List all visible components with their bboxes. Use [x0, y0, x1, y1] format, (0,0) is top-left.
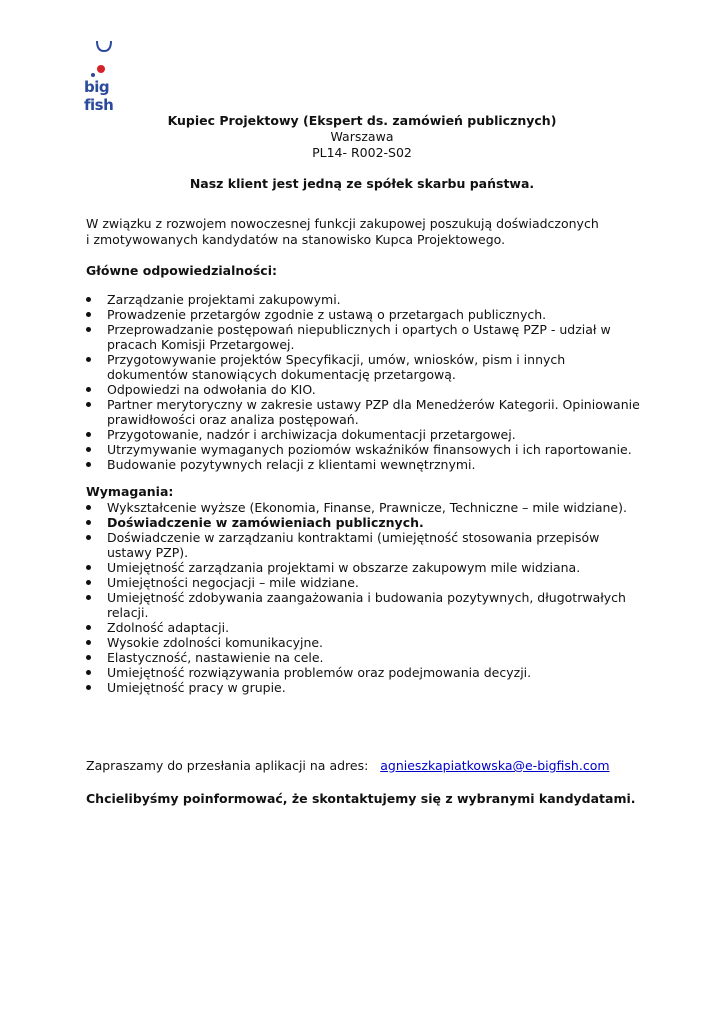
bullet-icon — [86, 670, 91, 675]
bullet-icon — [86, 462, 91, 467]
list-item — [86, 575, 646, 590]
bullet-icon — [86, 640, 91, 645]
contact-email-link[interactable]: agnieszkapiatkowska@e-bigfish.com — [380, 758, 610, 773]
list-item — [86, 515, 646, 530]
list-item-text: Zdolność adaptacji. — [107, 620, 230, 635]
responsibilities-list — [86, 292, 646, 472]
list-item-text: Umiejętność zarządzania projektami w obszarze zakupowym mile widziana. — [107, 560, 581, 575]
bullet-icon — [86, 685, 91, 690]
list-item-text: Wysokie zdolności komunikacyjne. — [107, 635, 324, 650]
list-item — [86, 442, 646, 457]
list-item — [86, 680, 646, 695]
list-item — [86, 665, 646, 680]
list-item — [86, 620, 646, 635]
list-item-text: Doświadczenie w zamówieniach publicznych. — [107, 515, 424, 530]
company-logo — [84, 38, 140, 114]
requirements-heading: Wymagania: — [86, 484, 174, 499]
list-item — [86, 307, 646, 322]
responsibilities-heading: Główne odpowiedzialności: — [86, 263, 277, 278]
bullet-icon — [86, 595, 91, 600]
list-item — [86, 635, 646, 650]
list-item — [86, 382, 646, 397]
list-item-text: Prowadzenie przetargów zgodnie z ustawą o przetargach publicznych. — [107, 307, 547, 322]
list-item — [86, 322, 646, 352]
bullet-icon — [86, 625, 91, 630]
list-item-text: Umiejętność zdobywania zaangażowania i budowania pozytywnych, długotrwałych relacji. — [107, 590, 626, 620]
intro-line-2: i zmotywowanych kandydatów na stanowisko Kupca Projektowego. — [86, 232, 506, 247]
list-item-text: Zarządzanie projektami zakupowymi. — [107, 292, 341, 307]
list-item-text: Przygotowanie, nadzór i archiwizacja dokumentacji przetargowej. — [107, 427, 516, 442]
bullet-icon — [86, 447, 91, 452]
list-item-text: Budowanie pozytywnych relacji z klientami wewnętrznymi. — [107, 457, 476, 472]
bullet-icon — [86, 402, 91, 407]
list-item-text: Umiejętności negocjacji – mile widziane. — [107, 575, 359, 590]
bullet-icon — [86, 565, 91, 570]
bullet-icon — [86, 580, 91, 585]
list-item — [86, 530, 646, 560]
contact-text: Zapraszamy do przesłania aplikacji na adres: — [86, 758, 369, 773]
list-item-text: Wykształcenie wyższe (Ekonomia, Finanse, Prawnicze, Techniczne – mile widziane). — [107, 500, 627, 515]
list-item — [86, 560, 646, 575]
client-note: Nasz klient jest jedną ze spółek skarbu państwa. — [189, 176, 535, 191]
bullet-icon — [86, 297, 91, 302]
list-item-text: Przygotowywanie projektów Specyfikacji, umów, wniosków, pism i innych dokumentów stanowiących dokumentację przetargową. — [107, 352, 566, 382]
list-item — [86, 457, 646, 472]
list-item-text: Umiejętność pracy w grupie. — [107, 680, 286, 695]
job-reference: PL14- R002-S02 — [312, 145, 412, 160]
list-item-text: Doświadczenie w zarządzaniu kontraktami (umiejętność stosowania przepisów ustawy PZP). — [107, 530, 600, 560]
logo-text: big fish — [84, 78, 114, 114]
list-item — [86, 650, 646, 665]
closing-statement: Chcielibyśmy poinformować, że skontaktujemy się z wybranymi kandydatami. — [86, 791, 636, 806]
bullet-icon — [86, 520, 91, 525]
list-item — [86, 397, 646, 427]
list-item-text: Partner merytoryczny w zakresie ustawy PZP dla Menedżerów Kategorii. Opiniowanie prawidłowości oraz analiza postępowań. — [107, 397, 640, 427]
job-location: Warszawa — [330, 129, 394, 144]
list-item-text: Umiejętność rozwiązywania problemów oraz podejmowania decyzji. — [107, 665, 532, 680]
bullet-icon — [86, 312, 91, 317]
bullet-icon — [86, 387, 91, 392]
bullet-icon — [86, 432, 91, 437]
intro-line-1: W związku z rozwojem nowoczesnej funkcji zakupowej poszukują doświadczonych — [86, 216, 599, 231]
list-item-text: Utrzymywanie wymaganych poziomów wskaźników finansowych i ich raportowanie. — [107, 442, 632, 457]
list-item — [86, 292, 646, 307]
contact-line — [86, 758, 646, 774]
list-item — [86, 590, 646, 620]
list-item — [86, 500, 646, 515]
list-item-text: Elastyczność, nastawienie na cele. — [107, 650, 324, 665]
requirements-list — [86, 500, 646, 695]
bullet-icon — [86, 505, 91, 510]
list-item — [86, 427, 646, 442]
bullet-icon — [86, 655, 91, 660]
bullet-icon — [86, 535, 91, 540]
list-item-text: Odpowiedzi na odwołania do KIO. — [107, 382, 316, 397]
fish-logo-icon — [84, 38, 140, 78]
list-item — [86, 352, 646, 382]
bullet-icon — [86, 327, 91, 332]
job-title: Kupiec Projektowy (Ekspert ds. zamówień publicznych) — [167, 113, 557, 128]
list-item-text: Przeprowadzanie postępowań niepublicznych i opartych o Ustawę PZP - udział w pracach Komisji Przetargowej. — [107, 322, 611, 352]
bullet-icon — [86, 357, 91, 362]
